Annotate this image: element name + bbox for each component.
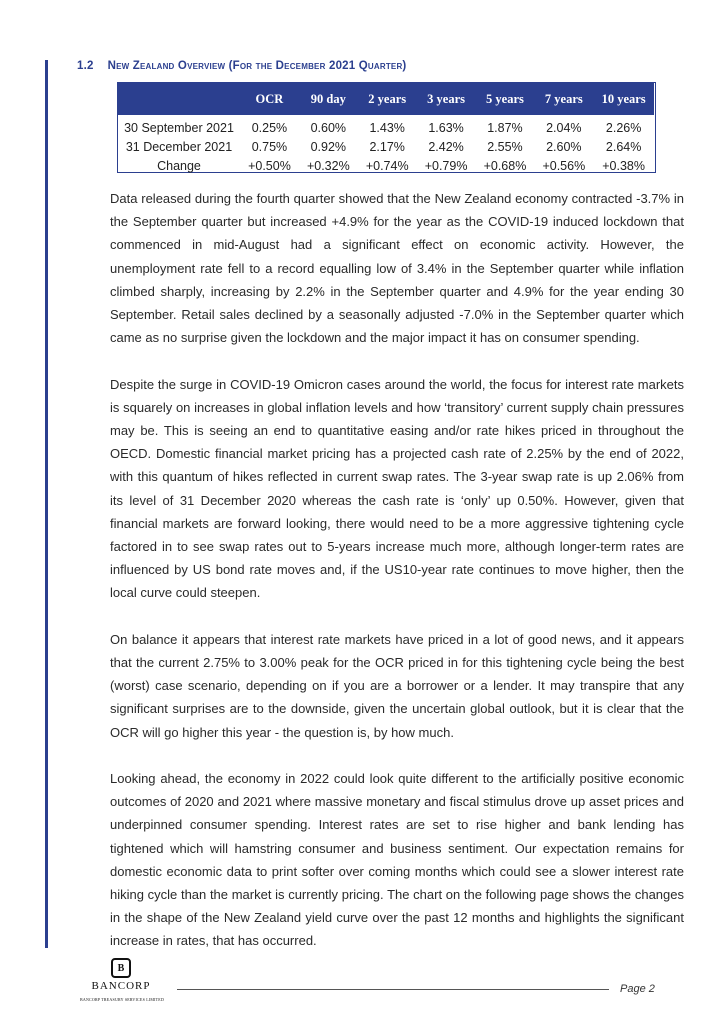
table-cell: +0.38% <box>602 158 645 173</box>
table-cell: 30 September 2021 <box>124 120 234 135</box>
paragraph: Looking ahead, the economy in 2022 could look quite different to the artificially positive economic outcomes of 2020 and 2021 where massive monetary and fiscal stimulus drove up asset prices and underpinned consumer spending. Interest rates are set to rise higher and bank lending has tightened which will hamstring consumer and business sentiment. Our expectation remains for domestic economic data to print softer over coming months which could see a slower interest rate hiking cycle than the market is currently pricing. The chart on the following page shows the changes in the shape of the New Zealand yield curve over the past 12 months and highlights the significant increase in rates, that has occurred. <box>110 771 684 949</box>
table-cell: 2.04% <box>546 120 582 135</box>
paragraph: Despite the surge in COVID-19 Omicron cases around the world, the focus for interest rate markets is squarely on increases in global inflation levels and how ‘transitory’ current supply chain pressures may be. This is seeing an end to quantitative easing and/or rate hikes priced in throughout the OECD. Domestic financial market pricing has a projected cash rate of 2.25% by the end of 2022, with this quantum of hikes reflected in current swap rates. The 3-year swap rate is up 2.06% from its level of 31 December 2020 whereas the cash rate is ‘only’ up 0.50%. However, given that financial markets are forward looking, there would need to be a more aggressive tightening cycle factored in to see swap rates out to 5-years increase much more, although longer-term rates are influenced by US bond rate moves and, if the US10-year rate continues to move higher, then the local curve could steepen. <box>110 376 684 601</box>
table-cell: +0.50% <box>248 158 291 173</box>
section-title: New Zealand Overview (For the December 2021 Quarter) <box>107 60 407 72</box>
bancorp-logo <box>80 958 165 1002</box>
table-header-cell: 5 years <box>476 83 535 115</box>
table-header-cell <box>118 83 240 115</box>
table-cell: 0.92% <box>310 139 347 154</box>
table-cell: 31 December 2021 <box>125 139 233 154</box>
table-cell: 0.60% <box>310 120 347 135</box>
table-cell: +0.74% <box>365 158 409 173</box>
table-cell: 2.60% <box>546 139 582 154</box>
paragraph: On balance it appears that interest rate markets have priced in a lot of good news, and it appears that the current 2.75% to 3.00% peak for the OCR priced in for this tightening cycle being the best (worst) case scenario, depending on if you are a borrower or a lender. It may transpire that any significant surprises are to the downside, given the uncertain global outlook, but it is clear that the OCR will go higher this year - the question is, by how much. <box>110 631 684 740</box>
interest-rates-table <box>118 83 654 175</box>
table-cell: +0.79% <box>424 158 468 173</box>
table-cell: 2.55% <box>487 139 523 154</box>
paragraph: Data released during the fourth quarter showed that the New Zealand economy contracted -3.7% in the September quarter but increased +4.9% for the year as the COVID-19 induced lockdown that commenced in mid-August had a significant effect on economic activity. However, the unemployment rate fell to a record equalling low of 3.4% in the September quarter while inflation climbed sharply, increasing by 2.2% in the September quarter and 4.9% for the year ending 30 September. Retail sales declined by a seasonally adjusted -7.0% in the September quarter which came as no surprise given the lockdown and the major impact it has on consumer spending. <box>110 191 684 346</box>
table-cell: 0.25% <box>251 120 288 135</box>
logo-name: BANCORP <box>91 980 151 992</box>
table-cell: 2.26% <box>605 120 642 135</box>
section-heading <box>77 60 406 72</box>
table-cell: Change <box>157 158 201 173</box>
table-cell: 2.17% <box>369 139 405 154</box>
table-row <box>118 137 654 156</box>
table-cell: 1.87% <box>487 120 523 135</box>
table-cell: 1.63% <box>428 120 464 135</box>
table-row <box>118 156 654 175</box>
table-header-cell: 2 years <box>358 83 417 115</box>
table-row <box>118 115 654 137</box>
table-cell: +0.68% <box>483 158 527 173</box>
table-header-cell: 3 years <box>417 83 476 115</box>
page-number: Page 2 <box>620 983 655 995</box>
table-cell: 1.43% <box>369 120 405 135</box>
footer-divider <box>177 989 609 990</box>
table-cell: +0.56% <box>542 158 586 173</box>
table-cell: 2.42% <box>428 139 464 154</box>
table-header-cell: OCR <box>240 83 299 115</box>
table-header-cell: 90 day <box>299 83 358 115</box>
table-cell: 0.75% <box>251 139 288 154</box>
logo-subtitle: BANCORP TREASURY SERVICES LIMITED <box>80 997 165 1002</box>
table-cell: 2.64% <box>605 139 642 154</box>
table-header-row <box>118 83 654 115</box>
table-header-cell: 10 years <box>593 83 654 115</box>
left-margin-rule <box>45 60 48 948</box>
bancorp-logo-icon: B <box>111 958 131 978</box>
table-cell: +0.32% <box>306 158 350 173</box>
section-number: 1.2 <box>77 60 94 72</box>
body-text <box>110 187 684 976</box>
table-header-cell: 7 years <box>534 83 593 115</box>
